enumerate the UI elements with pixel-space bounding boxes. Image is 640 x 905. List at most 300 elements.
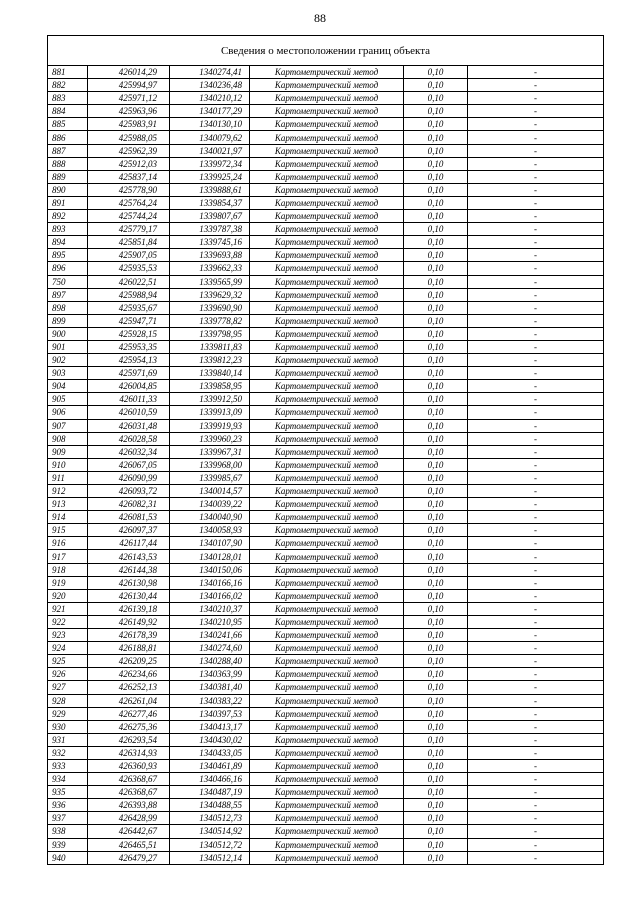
method-cell: Картометрический метод bbox=[250, 79, 404, 92]
accuracy-cell: 0,10 bbox=[404, 66, 468, 79]
description-cell: - bbox=[468, 511, 604, 524]
method-cell: Картометрический метод bbox=[250, 838, 404, 851]
point-number-cell: 922 bbox=[48, 615, 88, 628]
table-row bbox=[48, 157, 604, 170]
table-row bbox=[48, 118, 604, 131]
y-coordinate-cell: 1339960,23 bbox=[170, 432, 250, 445]
table-row bbox=[48, 655, 604, 668]
x-coordinate-cell: 426082,31 bbox=[88, 498, 170, 511]
table-row bbox=[48, 458, 604, 471]
description-cell: - bbox=[468, 249, 604, 262]
accuracy-cell: 0,10 bbox=[404, 157, 468, 170]
description-cell: - bbox=[468, 851, 604, 864]
accuracy-cell: 0,10 bbox=[404, 615, 468, 628]
method-cell: Картометрический метод bbox=[250, 458, 404, 471]
point-number-cell: 898 bbox=[48, 301, 88, 314]
x-coordinate-cell: 425935,53 bbox=[88, 262, 170, 275]
x-coordinate-cell: 425928,15 bbox=[88, 327, 170, 340]
description-cell: - bbox=[468, 812, 604, 825]
accuracy-cell: 0,10 bbox=[404, 589, 468, 602]
table-row bbox=[48, 419, 604, 432]
point-number-cell: 897 bbox=[48, 288, 88, 301]
y-coordinate-cell: 1340274,60 bbox=[170, 642, 250, 655]
method-cell: Картометрический метод bbox=[250, 445, 404, 458]
x-coordinate-cell: 426032,34 bbox=[88, 445, 170, 458]
accuracy-cell: 0,10 bbox=[404, 236, 468, 249]
y-coordinate-cell: 1339745,16 bbox=[170, 236, 250, 249]
accuracy-cell: 0,10 bbox=[404, 118, 468, 131]
y-coordinate-cell: 1339787,38 bbox=[170, 223, 250, 236]
accuracy-cell: 0,10 bbox=[404, 642, 468, 655]
description-cell: - bbox=[468, 301, 604, 314]
description-cell: - bbox=[468, 524, 604, 537]
x-coordinate-cell: 426465,51 bbox=[88, 838, 170, 851]
method-cell: Картометрический метод bbox=[250, 681, 404, 694]
point-number-cell: 899 bbox=[48, 314, 88, 327]
accuracy-cell: 0,10 bbox=[404, 340, 468, 353]
accuracy-cell: 0,10 bbox=[404, 694, 468, 707]
table-row bbox=[48, 249, 604, 262]
table-row bbox=[48, 79, 604, 92]
y-coordinate-cell: 1340433,05 bbox=[170, 746, 250, 759]
method-cell: Картометрический метод bbox=[250, 720, 404, 733]
table-row bbox=[48, 485, 604, 498]
y-coordinate-cell: 1340040,90 bbox=[170, 511, 250, 524]
method-cell: Картометрический метод bbox=[250, 537, 404, 550]
method-cell: Картометрический метод bbox=[250, 367, 404, 380]
description-cell: - bbox=[468, 157, 604, 170]
y-coordinate-cell: 1340288,40 bbox=[170, 655, 250, 668]
y-coordinate-cell: 1340274,41 bbox=[170, 66, 250, 79]
y-coordinate-cell: 1340363,99 bbox=[170, 668, 250, 681]
y-coordinate-cell: 1340430,02 bbox=[170, 733, 250, 746]
description-cell: - bbox=[468, 223, 604, 236]
y-coordinate-cell: 1340461,89 bbox=[170, 759, 250, 772]
accuracy-cell: 0,10 bbox=[404, 825, 468, 838]
point-number-cell: 915 bbox=[48, 524, 88, 537]
description-cell: - bbox=[468, 707, 604, 720]
description-cell: - bbox=[468, 563, 604, 576]
y-coordinate-cell: 1339858,95 bbox=[170, 380, 250, 393]
point-number-cell: 936 bbox=[48, 799, 88, 812]
table-row bbox=[48, 354, 604, 367]
point-number-cell: 902 bbox=[48, 354, 88, 367]
description-cell: - bbox=[468, 471, 604, 484]
table-row bbox=[48, 838, 604, 851]
description-cell: - bbox=[468, 759, 604, 772]
table-row bbox=[48, 642, 604, 655]
x-coordinate-cell: 426178,39 bbox=[88, 629, 170, 642]
table-row bbox=[48, 66, 604, 79]
description-cell: - bbox=[468, 602, 604, 615]
x-coordinate-cell: 426097,37 bbox=[88, 524, 170, 537]
table-row bbox=[48, 707, 604, 720]
point-number-cell: 937 bbox=[48, 812, 88, 825]
method-cell: Картометрический метод bbox=[250, 707, 404, 720]
x-coordinate-cell: 426234,66 bbox=[88, 668, 170, 681]
y-coordinate-cell: 1340150,06 bbox=[170, 563, 250, 576]
y-coordinate-cell: 1339565,99 bbox=[170, 275, 250, 288]
y-coordinate-cell: 1340210,37 bbox=[170, 602, 250, 615]
method-cell: Картометрический метод bbox=[250, 602, 404, 615]
table-row bbox=[48, 327, 604, 340]
table-row bbox=[48, 262, 604, 275]
point-number-cell: 916 bbox=[48, 537, 88, 550]
description-cell: - bbox=[468, 668, 604, 681]
description-cell: - bbox=[468, 642, 604, 655]
x-coordinate-cell: 426028,58 bbox=[88, 432, 170, 445]
method-cell: Картометрический метод bbox=[250, 105, 404, 118]
description-cell: - bbox=[468, 838, 604, 851]
table-row bbox=[48, 223, 604, 236]
point-number-cell: 900 bbox=[48, 327, 88, 340]
x-coordinate-cell: 426004,85 bbox=[88, 380, 170, 393]
x-coordinate-cell: 426188,81 bbox=[88, 642, 170, 655]
table-row bbox=[48, 759, 604, 772]
description-cell: - bbox=[468, 485, 604, 498]
method-cell: Картометрический метод bbox=[250, 196, 404, 209]
point-number-cell: 885 bbox=[48, 118, 88, 131]
table-row bbox=[48, 589, 604, 602]
table-row bbox=[48, 733, 604, 746]
accuracy-cell: 0,10 bbox=[404, 629, 468, 642]
method-cell: Картометрический метод bbox=[250, 550, 404, 563]
accuracy-cell: 0,10 bbox=[404, 733, 468, 746]
boundary-coordinates-table bbox=[47, 35, 604, 865]
x-coordinate-cell: 425983,91 bbox=[88, 118, 170, 131]
point-number-cell: 903 bbox=[48, 367, 88, 380]
description-cell: - bbox=[468, 537, 604, 550]
table-row bbox=[48, 340, 604, 353]
y-coordinate-cell: 1340512,14 bbox=[170, 851, 250, 864]
x-coordinate-cell: 426014,29 bbox=[88, 66, 170, 79]
y-coordinate-cell: 1340466,16 bbox=[170, 773, 250, 786]
x-coordinate-cell: 426093,72 bbox=[88, 485, 170, 498]
x-coordinate-cell: 426368,67 bbox=[88, 786, 170, 799]
method-cell: Картометрический метод bbox=[250, 354, 404, 367]
y-coordinate-cell: 1340512,73 bbox=[170, 812, 250, 825]
accuracy-cell: 0,10 bbox=[404, 799, 468, 812]
x-coordinate-cell: 425971,12 bbox=[88, 92, 170, 105]
x-coordinate-cell: 426081,53 bbox=[88, 511, 170, 524]
table-row bbox=[48, 773, 604, 786]
accuracy-cell: 0,10 bbox=[404, 471, 468, 484]
x-coordinate-cell: 426393,88 bbox=[88, 799, 170, 812]
point-number-cell: 919 bbox=[48, 576, 88, 589]
x-coordinate-cell: 426130,44 bbox=[88, 589, 170, 602]
point-number-cell: 910 bbox=[48, 458, 88, 471]
x-coordinate-cell: 425912,03 bbox=[88, 157, 170, 170]
accuracy-cell: 0,10 bbox=[404, 524, 468, 537]
description-cell: - bbox=[468, 354, 604, 367]
y-coordinate-cell: 1339985,67 bbox=[170, 471, 250, 484]
y-coordinate-cell: 1340107,90 bbox=[170, 537, 250, 550]
point-number-cell: 896 bbox=[48, 262, 88, 275]
description-cell: - bbox=[468, 681, 604, 694]
x-coordinate-cell: 425947,71 bbox=[88, 314, 170, 327]
description-cell: - bbox=[468, 170, 604, 183]
y-coordinate-cell: 1340210,12 bbox=[170, 92, 250, 105]
y-coordinate-cell: 1340512,72 bbox=[170, 838, 250, 851]
y-coordinate-cell: 1339912,50 bbox=[170, 393, 250, 406]
point-number-cell: 888 bbox=[48, 157, 88, 170]
x-coordinate-cell: 425907,05 bbox=[88, 249, 170, 262]
point-number-cell: 929 bbox=[48, 707, 88, 720]
point-number-cell: 918 bbox=[48, 563, 88, 576]
table-row bbox=[48, 196, 604, 209]
point-number-cell: 887 bbox=[48, 144, 88, 157]
method-cell: Картометрический метод bbox=[250, 471, 404, 484]
table-row bbox=[48, 144, 604, 157]
point-number-cell: 891 bbox=[48, 196, 88, 209]
point-number-cell: 914 bbox=[48, 511, 88, 524]
y-coordinate-cell: 1339888,61 bbox=[170, 183, 250, 196]
y-coordinate-cell: 1340021,97 bbox=[170, 144, 250, 157]
x-coordinate-cell: 425954,13 bbox=[88, 354, 170, 367]
description-cell: - bbox=[468, 720, 604, 733]
x-coordinate-cell: 425988,94 bbox=[88, 288, 170, 301]
method-cell: Картометрический метод bbox=[250, 812, 404, 825]
description-cell: - bbox=[468, 694, 604, 707]
method-cell: Картометрический метод bbox=[250, 301, 404, 314]
y-coordinate-cell: 1339854,37 bbox=[170, 196, 250, 209]
x-coordinate-cell: 426209,25 bbox=[88, 655, 170, 668]
accuracy-cell: 0,10 bbox=[404, 223, 468, 236]
table-row bbox=[48, 681, 604, 694]
point-number-cell: 750 bbox=[48, 275, 88, 288]
accuracy-cell: 0,10 bbox=[404, 773, 468, 786]
point-number-cell: 909 bbox=[48, 445, 88, 458]
description-cell: - bbox=[468, 210, 604, 223]
table-row bbox=[48, 105, 604, 118]
y-coordinate-cell: 1339807,67 bbox=[170, 210, 250, 223]
table-row bbox=[48, 393, 604, 406]
y-coordinate-cell: 1340241,66 bbox=[170, 629, 250, 642]
table-row bbox=[48, 432, 604, 445]
accuracy-cell: 0,10 bbox=[404, 419, 468, 432]
x-coordinate-cell: 425935,67 bbox=[88, 301, 170, 314]
table-row bbox=[48, 498, 604, 511]
table-title: Сведения о местоположении границ объекта bbox=[48, 36, 604, 66]
description-cell: - bbox=[468, 144, 604, 157]
point-number-cell: 906 bbox=[48, 406, 88, 419]
point-number-cell: 921 bbox=[48, 602, 88, 615]
table-row bbox=[48, 576, 604, 589]
accuracy-cell: 0,10 bbox=[404, 262, 468, 275]
description-cell: - bbox=[468, 314, 604, 327]
x-coordinate-cell: 426368,67 bbox=[88, 773, 170, 786]
y-coordinate-cell: 1339690,90 bbox=[170, 301, 250, 314]
description-cell: - bbox=[468, 615, 604, 628]
x-coordinate-cell: 425962,39 bbox=[88, 144, 170, 157]
table-row bbox=[48, 288, 604, 301]
point-number-cell: 925 bbox=[48, 655, 88, 668]
table-row bbox=[48, 92, 604, 105]
point-number-cell: 908 bbox=[48, 432, 88, 445]
y-coordinate-cell: 1340128,01 bbox=[170, 550, 250, 563]
description-cell: - bbox=[468, 773, 604, 786]
table-row bbox=[48, 183, 604, 196]
description-cell: - bbox=[468, 629, 604, 642]
table-row bbox=[48, 668, 604, 681]
description-cell: - bbox=[468, 445, 604, 458]
table-row bbox=[48, 170, 604, 183]
table-row bbox=[48, 314, 604, 327]
method-cell: Картометрический метод bbox=[250, 733, 404, 746]
method-cell: Картометрический метод bbox=[250, 66, 404, 79]
method-cell: Картометрический метод bbox=[250, 327, 404, 340]
x-coordinate-cell: 425971,69 bbox=[88, 367, 170, 380]
y-coordinate-cell: 1340487,19 bbox=[170, 786, 250, 799]
accuracy-cell: 0,10 bbox=[404, 144, 468, 157]
accuracy-cell: 0,10 bbox=[404, 314, 468, 327]
method-cell: Картометрический метод bbox=[250, 759, 404, 772]
point-number-cell: 939 bbox=[48, 838, 88, 851]
description-cell: - bbox=[468, 367, 604, 380]
x-coordinate-cell: 425779,17 bbox=[88, 223, 170, 236]
description-cell: - bbox=[468, 786, 604, 799]
point-number-cell: 881 bbox=[48, 66, 88, 79]
description-cell: - bbox=[468, 419, 604, 432]
accuracy-cell: 0,10 bbox=[404, 563, 468, 576]
y-coordinate-cell: 1340014,57 bbox=[170, 485, 250, 498]
x-coordinate-cell: 425778,90 bbox=[88, 183, 170, 196]
table-row bbox=[48, 720, 604, 733]
table-header-row bbox=[48, 36, 604, 66]
y-coordinate-cell: 1340397,53 bbox=[170, 707, 250, 720]
y-coordinate-cell: 1340166,16 bbox=[170, 576, 250, 589]
accuracy-cell: 0,10 bbox=[404, 105, 468, 118]
description-cell: - bbox=[468, 498, 604, 511]
table-row bbox=[48, 406, 604, 419]
y-coordinate-cell: 1339778,82 bbox=[170, 314, 250, 327]
point-number-cell: 893 bbox=[48, 223, 88, 236]
y-coordinate-cell: 1340079,62 bbox=[170, 131, 250, 144]
point-number-cell: 884 bbox=[48, 105, 88, 118]
y-coordinate-cell: 1340210,95 bbox=[170, 615, 250, 628]
table-row bbox=[48, 445, 604, 458]
method-cell: Картометрический метод bbox=[250, 773, 404, 786]
table-row bbox=[48, 786, 604, 799]
y-coordinate-cell: 1339925,24 bbox=[170, 170, 250, 183]
x-coordinate-cell: 425994,97 bbox=[88, 79, 170, 92]
accuracy-cell: 0,10 bbox=[404, 720, 468, 733]
description-cell: - bbox=[468, 432, 604, 445]
table-row bbox=[48, 380, 604, 393]
accuracy-cell: 0,10 bbox=[404, 393, 468, 406]
method-cell: Картометрический метод bbox=[250, 170, 404, 183]
method-cell: Картометрический метод bbox=[250, 655, 404, 668]
description-cell: - bbox=[468, 733, 604, 746]
x-coordinate-cell: 426139,18 bbox=[88, 602, 170, 615]
y-coordinate-cell: 1339662,33 bbox=[170, 262, 250, 275]
accuracy-cell: 0,10 bbox=[404, 838, 468, 851]
table-row bbox=[48, 694, 604, 707]
method-cell: Картометрический метод bbox=[250, 210, 404, 223]
point-number-cell: 905 bbox=[48, 393, 88, 406]
accuracy-cell: 0,10 bbox=[404, 432, 468, 445]
x-coordinate-cell: 426479,27 bbox=[88, 851, 170, 864]
y-coordinate-cell: 1340177,29 bbox=[170, 105, 250, 118]
method-cell: Картометрический метод bbox=[250, 340, 404, 353]
table-row bbox=[48, 615, 604, 628]
point-number-cell: 928 bbox=[48, 694, 88, 707]
table-row bbox=[48, 812, 604, 825]
point-number-cell: 913 bbox=[48, 498, 88, 511]
point-number-cell: 883 bbox=[48, 92, 88, 105]
x-coordinate-cell: 426143,53 bbox=[88, 550, 170, 563]
table-row bbox=[48, 825, 604, 838]
table-row bbox=[48, 602, 604, 615]
method-cell: Картометрический метод bbox=[250, 786, 404, 799]
method-cell: Картометрический метод bbox=[250, 498, 404, 511]
y-coordinate-cell: 1340130,10 bbox=[170, 118, 250, 131]
page-number: 88 bbox=[314, 11, 326, 25]
description-cell: - bbox=[468, 406, 604, 419]
y-coordinate-cell: 1339812,23 bbox=[170, 354, 250, 367]
description-cell: - bbox=[468, 576, 604, 589]
y-coordinate-cell: 1340236,48 bbox=[170, 79, 250, 92]
method-cell: Картометрический метод bbox=[250, 615, 404, 628]
method-cell: Картометрический метод bbox=[250, 746, 404, 759]
description-cell: - bbox=[468, 327, 604, 340]
accuracy-cell: 0,10 bbox=[404, 445, 468, 458]
x-coordinate-cell: 426117,44 bbox=[88, 537, 170, 550]
description-cell: - bbox=[468, 825, 604, 838]
point-number-cell: 923 bbox=[48, 629, 88, 642]
x-coordinate-cell: 426067,05 bbox=[88, 458, 170, 471]
accuracy-cell: 0,10 bbox=[404, 655, 468, 668]
method-cell: Картометрический метод bbox=[250, 275, 404, 288]
accuracy-cell: 0,10 bbox=[404, 288, 468, 301]
method-cell: Картометрический метод bbox=[250, 144, 404, 157]
description-cell: - bbox=[468, 380, 604, 393]
description-cell: - bbox=[468, 288, 604, 301]
method-cell: Картометрический метод bbox=[250, 419, 404, 432]
accuracy-cell: 0,10 bbox=[404, 249, 468, 262]
method-cell: Картометрический метод bbox=[250, 157, 404, 170]
method-cell: Картометрический метод bbox=[250, 393, 404, 406]
accuracy-cell: 0,10 bbox=[404, 458, 468, 471]
table-body bbox=[48, 36, 604, 865]
point-number-cell: 907 bbox=[48, 419, 88, 432]
description-cell: - bbox=[468, 589, 604, 602]
method-cell: Картометрический метод bbox=[250, 131, 404, 144]
method-cell: Картометрический метод bbox=[250, 236, 404, 249]
table-row bbox=[48, 131, 604, 144]
description-cell: - bbox=[468, 118, 604, 131]
point-number-cell: 882 bbox=[48, 79, 88, 92]
method-cell: Картометрический метод bbox=[250, 432, 404, 445]
description-cell: - bbox=[468, 196, 604, 209]
accuracy-cell: 0,10 bbox=[404, 275, 468, 288]
x-coordinate-cell: 426010,59 bbox=[88, 406, 170, 419]
description-cell: - bbox=[468, 550, 604, 563]
y-coordinate-cell: 1339693,88 bbox=[170, 249, 250, 262]
accuracy-cell: 0,10 bbox=[404, 485, 468, 498]
y-coordinate-cell: 1340413,17 bbox=[170, 720, 250, 733]
accuracy-cell: 0,10 bbox=[404, 498, 468, 511]
method-cell: Картометрический метод bbox=[250, 223, 404, 236]
y-coordinate-cell: 1339811,83 bbox=[170, 340, 250, 353]
accuracy-cell: 0,10 bbox=[404, 354, 468, 367]
point-number-cell: 938 bbox=[48, 825, 88, 838]
method-cell: Картометрический метод bbox=[250, 92, 404, 105]
x-coordinate-cell: 425837,14 bbox=[88, 170, 170, 183]
accuracy-cell: 0,10 bbox=[404, 576, 468, 589]
method-cell: Картометрический метод bbox=[250, 851, 404, 864]
accuracy-cell: 0,10 bbox=[404, 537, 468, 550]
